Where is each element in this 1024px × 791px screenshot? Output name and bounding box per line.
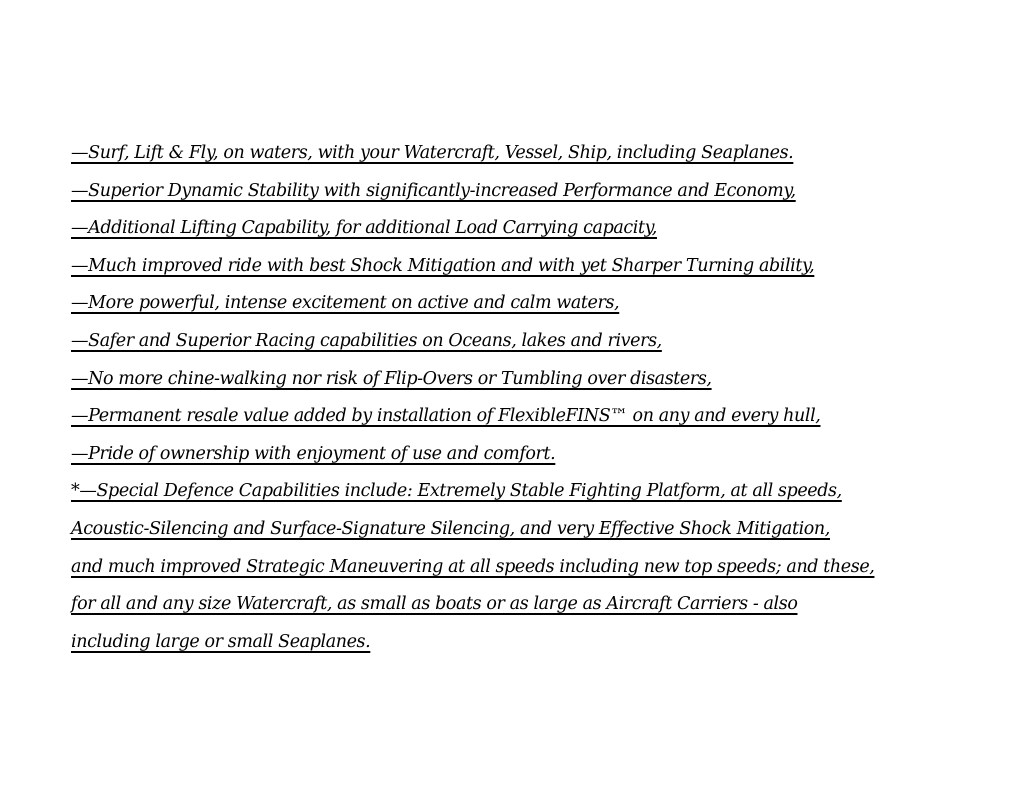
feature-line-lifting: [71, 210, 971, 248]
feature-line-defence-2: [71, 511, 971, 549]
feature-line-stability: [71, 173, 971, 211]
feature-line-text: —More powerful, intense excitement on active and calm waters,: [71, 293, 620, 314]
feature-line-text: *—Special Defence Capabilities include: Extremely Stable Fighting Platform, at all speeds,: [71, 481, 842, 502]
feature-line-text: and much improved Strategic Maneuvering at all speeds including new top speeds; and these,: [71, 556, 875, 577]
feature-line-resale: [71, 398, 971, 436]
feature-line-text: —Superior Dynamic Stability with significantly-increased Performance and Economy,: [71, 180, 796, 201]
feature-line-pride: [71, 436, 971, 474]
feature-line-racing: [71, 323, 971, 361]
feature-line-text: Acoustic-Silencing and Surface-Signature Silencing, and very Effective Shock Mitigation,: [71, 518, 830, 539]
feature-line-text: including large or small Seaplanes.: [71, 631, 371, 652]
feature-line-text: —Additional Lifting Capability, for additional Load Carrying capacity,: [71, 218, 657, 239]
feature-line-text: for all and any size Watercraft, as small as boats or as large as Aircraft Carriers - also: [71, 594, 798, 615]
feature-line-defence-5: [71, 624, 971, 662]
feature-line-excitement: [71, 285, 971, 323]
feature-line-text: —Surf, Lift & Fly, on waters, with your Watercraft, Vessel, Ship, including Seaplanes.: [71, 143, 794, 163]
feature-line-text: —Permanent resale value added by installation of FlexibleFINS™ on any and every hull,: [71, 406, 821, 427]
feature-line-ride: [71, 248, 971, 286]
feature-list: [71, 135, 971, 661]
feature-line-text: —No more chine-walking nor risk of Flip-Overs or Tumbling over disasters,: [71, 368, 712, 389]
feature-line-defence-1: [71, 473, 971, 511]
feature-line-chine-walking: [71, 361, 971, 399]
feature-line-text: —Safer and Superior Racing capabilities on Oceans, lakes and rivers,: [71, 330, 662, 351]
feature-line-surf: [71, 135, 971, 173]
feature-line-text: —Much improved ride with best Shock Mitigation and with yet Sharper Turning ability,: [71, 255, 815, 276]
feature-line-text: —Pride of ownership with enjoyment of use and comfort.: [71, 443, 556, 464]
feature-line-defence-4: [71, 586, 971, 624]
feature-line-defence-3: [71, 549, 971, 587]
